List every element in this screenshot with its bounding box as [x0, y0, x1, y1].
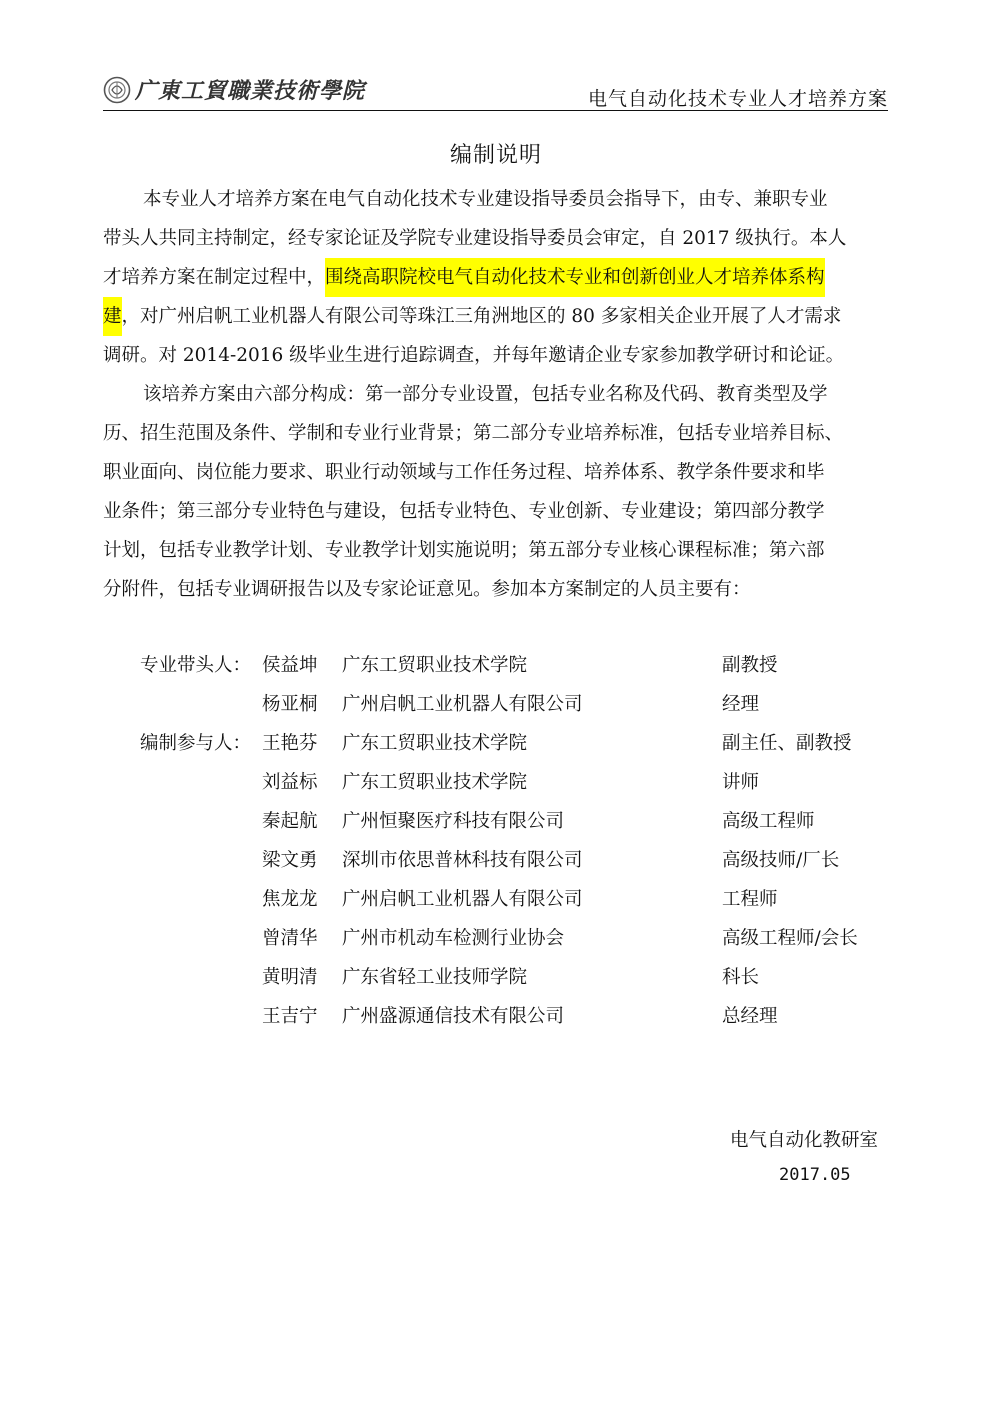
staff-title: 工程师 [722, 889, 778, 910]
staff-title: 讲师 [722, 772, 760, 793]
school-seal-icon [103, 76, 131, 104]
page-title: 编制说明 [449, 143, 542, 168]
staff-role: 专业带头人： [140, 655, 252, 676]
staff-name: 刘益标 [262, 772, 318, 793]
staff-organization: 深圳市依思普林科技有限公司 [342, 850, 583, 871]
staff-list [140, 646, 900, 1036]
text-line: 业条件；第三部分专业特色与建设，包括专业特色、专业创新、专业建设；第四部分教学 [103, 501, 825, 522]
paragraph-intro [103, 180, 888, 375]
staff-title: 总经理 [722, 1006, 778, 1027]
signature-date: 2017.05 [779, 1165, 851, 1185]
staff-organization: 广东省轻工业技师学院 [342, 967, 528, 988]
staff-name: 王吉宁 [262, 1006, 318, 1027]
text-line: 建 ，对广州启帆工业机器人有限公司等珠江三角洲地区的 80 多家相关企业开展了人才需求 [103, 297, 888, 336]
highlighted-text: 建 [103, 297, 122, 336]
page-header [103, 70, 888, 108]
staff-name: 秦起航 [262, 811, 318, 832]
text-line: 历、招生范围及条件、学制和专业行业背景；第二部分专业培养标准，包括专业培养目标、 [103, 423, 844, 444]
staff-row [140, 997, 900, 1036]
staff-title: 高级工程师/会长 [722, 928, 858, 949]
staff-name: 梁文勇 [262, 850, 318, 871]
staff-name: 杨亚桐 [262, 694, 318, 715]
staff-organization: 广州盛源通信技术有限公司 [342, 1006, 565, 1027]
staff-row [140, 685, 900, 724]
school-logo-text: 广東工貿職業技術學院 [135, 78, 366, 104]
staff-row [140, 724, 900, 763]
staff-title: 副教授 [722, 655, 778, 676]
header-divider [103, 110, 888, 111]
staff-organization: 广州启帆工业机器人有限公司 [342, 889, 583, 910]
staff-title: 副主任、副教授 [722, 733, 852, 754]
staff-name: 焦龙龙 [262, 889, 318, 910]
text-line: 才培养方案在制定过程中， 围绕高职院校电气自动化技术专业和创新创业人才培养体系构 [103, 258, 888, 297]
staff-organization: 广州启帆工业机器人有限公司 [342, 694, 583, 715]
staff-name: 曾清华 [262, 928, 318, 949]
signature-department: 电气自动化教研室 [730, 1130, 879, 1151]
staff-title: 经理 [722, 694, 760, 715]
staff-title: 高级技师/厂长 [722, 850, 840, 871]
text-line: 调研。对 2014-2016 级毕业生进行追踪调查，并每年邀请企业专家参加教学研讨和论证。 [103, 345, 845, 366]
text-line: 分附件，包括专业调研报告以及专家论证意见。参加本方案制定的人员主要有： [103, 579, 751, 600]
text-line: 计划，包括专业教学计划、专业教学计划实施说明；第五部分专业核心课程标准；第六部 [103, 540, 825, 561]
text-line: 带头人共同主持制定，经专家论证及学院专业建设指导委员会审定，自 2017 级执行。本人 [103, 228, 847, 249]
staff-organization: 广州恒聚医疗科技有限公司 [342, 811, 565, 832]
school-logo [103, 74, 365, 105]
staff-name: 侯益坤 [262, 655, 318, 676]
staff-row [140, 919, 900, 958]
text-line: 该培养方案由六部分构成：第一部分专业设置，包括专业名称及代码、教育类型及学 [143, 384, 828, 405]
staff-row [140, 802, 900, 841]
staff-role: 编制参与人： [140, 733, 252, 754]
highlighted-text: 围绕高职院校电气自动化技术专业和创新创业人才培养体系构 [325, 258, 825, 297]
header-document-title: 电气自动化技术专业人才培养方案 [587, 88, 888, 110]
staff-title: 科长 [722, 967, 760, 988]
staff-row [140, 763, 900, 802]
staff-row [140, 841, 900, 880]
staff-organization: 广东工贸职业技术学院 [342, 772, 528, 793]
paragraph-structure [103, 375, 888, 609]
staff-row [140, 646, 900, 685]
staff-name: 王艳芬 [262, 733, 318, 754]
staff-organization: 广东工贸职业技术学院 [342, 733, 528, 754]
staff-organization: 广州市机动车检测行业协会 [342, 928, 565, 949]
text-line: 职业面向、岗位能力要求、职业行动领域与工作任务过程、培养体系、教学条件要求和毕 [103, 462, 825, 483]
staff-title: 高级工程师 [722, 811, 815, 832]
text-line: 本专业人才培养方案在电气自动化技术专业建设指导委员会指导下，由专、兼职专业 [143, 189, 828, 210]
staff-organization: 广东工贸职业技术学院 [342, 655, 528, 676]
staff-row [140, 880, 900, 919]
staff-name: 黄明清 [262, 967, 318, 988]
staff-row [140, 958, 900, 997]
